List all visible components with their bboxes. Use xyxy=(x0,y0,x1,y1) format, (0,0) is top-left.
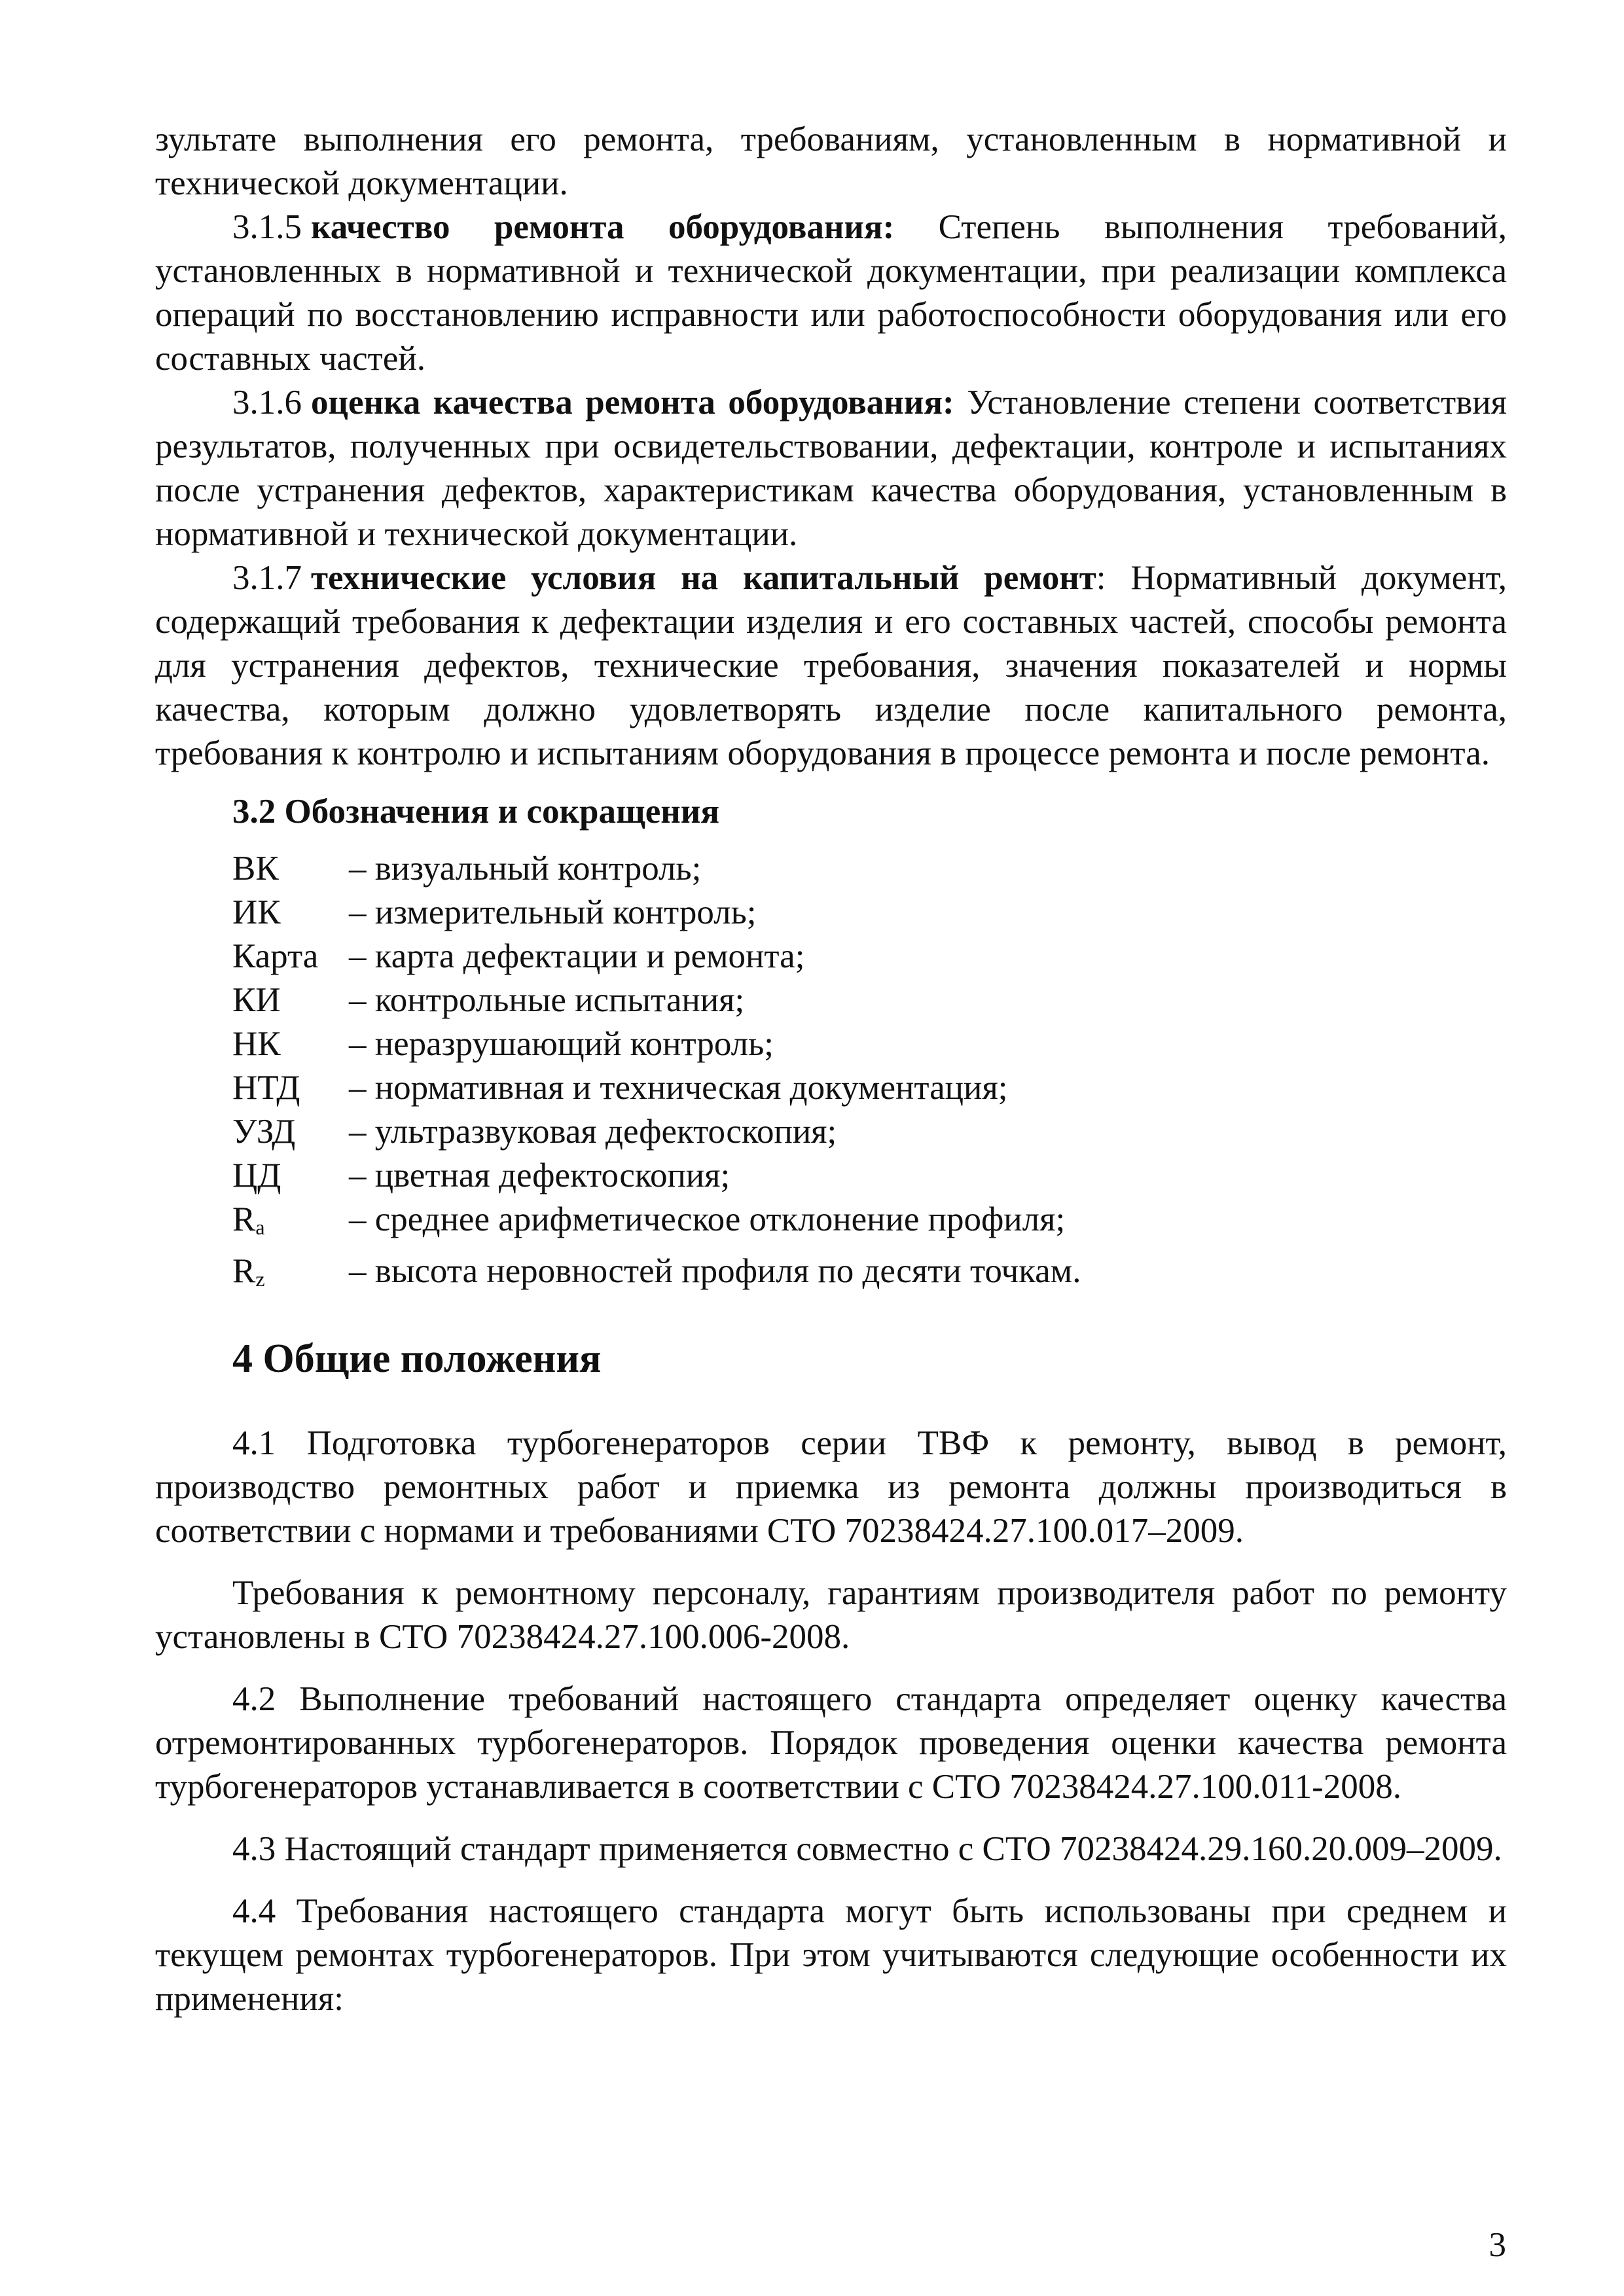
paragraph-4-1-requirements: Требования к ремонтному персоналу, гарантиям производителя работ по ремонту установлены в СТО 70238424.27.100.006-2008. xyxy=(155,1574,1507,1656)
section-title: 4 Общие положения xyxy=(232,1336,602,1381)
defined-term: оценка качества ремонта оборудования: xyxy=(311,384,954,422)
abbreviation-subscript: z xyxy=(255,1267,265,1291)
paragraph-4-3: 4.3 Настоящий стандарт применяется совместно с СТО 70238424.29.160.20.009–2009. xyxy=(232,1830,1502,1868)
paragraph-4-4: 4.4 Требования настоящего стандарта могут быть использованы при среднем и текущем ремонтах турбогенераторов. При этом учитываются следующие особенности их применения: xyxy=(155,1892,1507,2018)
abbreviation-subscript: a xyxy=(255,1215,265,1239)
abbreviation-row xyxy=(232,1022,1507,1066)
abbreviation-code: НТД xyxy=(232,1069,300,1107)
abbreviation-row xyxy=(232,847,1507,891)
abbreviation-desc: – неразрушающий контроль; xyxy=(349,1025,774,1063)
abbreviation-row xyxy=(232,1110,1507,1154)
abbreviation-code: ЦД xyxy=(232,1157,281,1194)
definition-3-1-6 xyxy=(155,381,1507,556)
abbreviation-row xyxy=(232,1198,1507,1249)
abbreviation-row xyxy=(232,891,1507,935)
abbreviation-row xyxy=(232,1066,1507,1110)
abbreviation-row xyxy=(232,935,1507,978)
definition-3-1-5 xyxy=(155,206,1507,381)
definition-text: Установление степени соответствия результатов, полученных при освидетельствовании, дефектации, контроле и испытаниях после устранения дефектов, характеристикам качества оборудования, установленным в нормативной и технической документации. xyxy=(155,384,1507,553)
abbreviation-desc: – нормативная и техническая документация; xyxy=(349,1069,1008,1107)
defined-term: качество ремонта оборудования: xyxy=(311,208,895,246)
abbreviation-desc: – среднее арифметическое отклонение профиля; xyxy=(349,1200,1066,1238)
abbreviation-code: ИК xyxy=(232,893,281,931)
abbreviation-row xyxy=(232,978,1507,1022)
abbreviation-desc: – высота неровностей профиля по десяти точкам. xyxy=(349,1252,1081,1290)
continuation-paragraph: зультате выполнения его ремонта, требованиям, установленным в нормативной и технической документации. xyxy=(155,120,1507,202)
abbreviation-row xyxy=(232,1154,1507,1198)
clause-number: 3.1.5 xyxy=(232,208,302,246)
abbreviation-desc: – визуальный контроль; xyxy=(349,850,702,888)
abbreviation-row xyxy=(232,1249,1507,1301)
abbreviation-list xyxy=(232,847,1507,1301)
clause-number: 3.1.6 xyxy=(232,384,302,422)
document-page xyxy=(155,118,1507,2021)
abbreviation-code: УЗД xyxy=(232,1113,296,1151)
abbreviation-desc: – ультразвуковая дефектоскопия; xyxy=(349,1113,837,1151)
clause-number: 3.1.7 xyxy=(232,559,302,597)
abbreviation-desc: – контрольные испытания; xyxy=(349,981,745,1019)
abbreviation-symbol: R xyxy=(232,1200,256,1238)
subsection-title: 3.2 Обозначения и сокращения xyxy=(232,793,719,831)
defined-term: технические условия на капитальный ремонт xyxy=(311,559,1096,597)
abbreviation-desc: – цветная дефектоскопия; xyxy=(349,1157,731,1194)
abbreviation-code: НК xyxy=(232,1025,281,1063)
definition-text: Степень выполнения требований, установленных в нормативной и технической документации, при реализации комплекса операций по восстановлению исправности или работоспособности оборудования или его составных частей. xyxy=(155,208,1507,378)
paragraph-4-1: 4.1 Подготовка турбогенераторов серии ТВФ к ремонту, вывод в ремонт, производство ремонтных работ и приемка из ремонта должны производиться в соответствии с нормами и требованиями СТО 70238424.27.100.017–2009. xyxy=(155,1424,1507,1550)
abbreviation-code: ВК xyxy=(232,850,279,888)
definition-text: : Нормативный документ, содержащий требования к дефектации изделия и его составных частей, способы ремонта для устранения дефектов, технические требования, значения показателей и нормы качества, которым должно удовлетворять изделие после капитального ремонта, требования к контролю и испытаниям оборудования в процессе ремонта и после ремонта. xyxy=(155,559,1507,772)
page-number: 3 xyxy=(1489,2226,1506,2264)
paragraph-4-2: 4.2 Выполнение требований настоящего стандарта определяет оценку качества отремонтированных турбогенераторов. Порядок проведения оценки качества ремонта турбогенераторов устанавливается в соответствии с СТО 70238424.27.100.011-2008. xyxy=(155,1680,1507,1806)
abbreviation-symbol: R xyxy=(232,1252,256,1290)
abbreviation-code xyxy=(232,1249,349,1301)
abbreviation-code: КИ xyxy=(232,981,281,1019)
abbreviation-code xyxy=(232,1198,349,1249)
abbreviation-desc: – карта дефектации и ремонта; xyxy=(349,937,805,975)
definition-3-1-7 xyxy=(155,556,1507,776)
abbreviation-code: Карта xyxy=(232,937,319,975)
abbreviation-desc: – измерительный контроль; xyxy=(349,893,757,931)
